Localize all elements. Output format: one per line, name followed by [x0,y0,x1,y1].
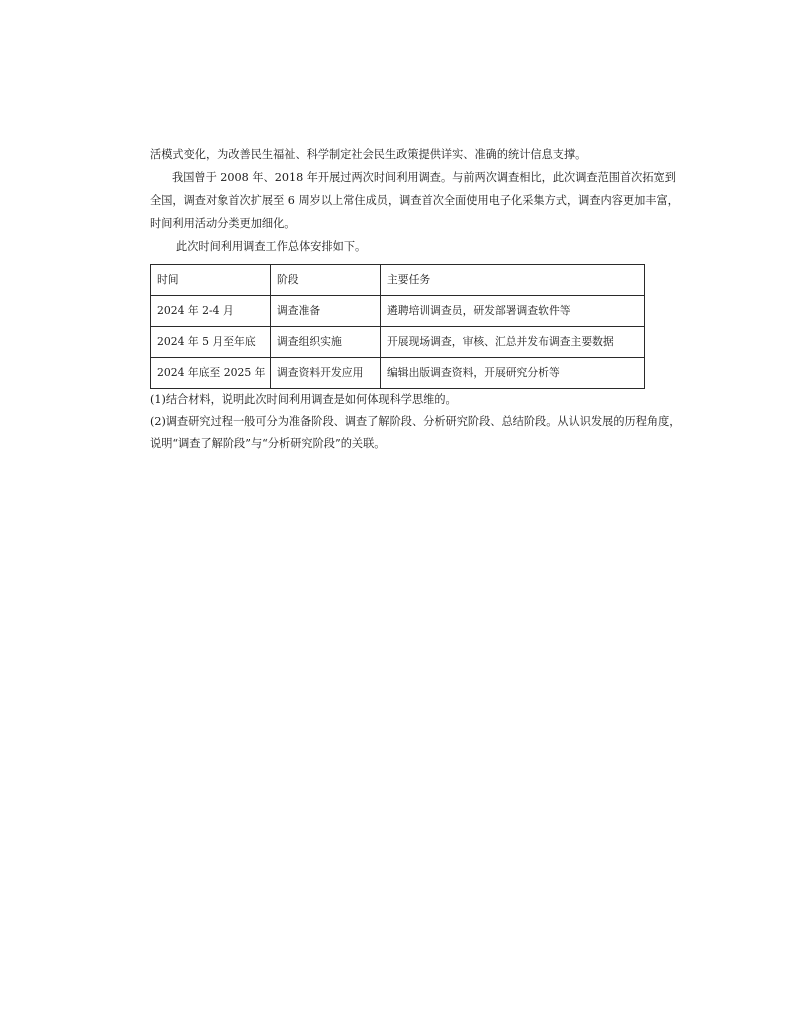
document-page [150,143,716,455]
table-row [151,327,645,358]
paragraph-line-4: 时间利用活动分类更加细化。 [150,217,296,230]
cell-time: 2024 年底至 2025 年 [151,358,271,389]
cell-stage: 调查组织实施 [271,327,381,358]
header-time: 时间 [151,265,271,296]
question-1: (1)结合材料，说明此次时间利用调查是如何体现科学思维的。 [150,393,457,406]
schedule-table [150,264,645,389]
cell-time: 2024 年 2-4 月 [151,296,271,327]
cell-stage: 调查资料开发应用 [271,358,381,389]
paragraph-line-2: 我国曾于 2008 年、2018 年开展过两次时间利用调查。与前两次调查相比，此次调查范围首次拓宽到 [172,171,676,184]
cell-tasks: 编辑出版调查资料，开展研究分析等 [381,358,645,389]
cell-stage: 调查准备 [271,296,381,327]
table-header-row [151,265,645,296]
question-2-line-2: 说明“调查了解阶段”与“分析研究阶段”的关联。 [150,437,386,450]
table-row [151,358,645,389]
header-tasks: 主要任务 [381,265,645,296]
header-stage: 阶段 [271,265,381,296]
question-2-line-1: (2)调查研究过程一般可分为准备阶段、调查了解阶段、分析研究阶段、总结阶段。从认识发展的历程角度， [150,415,681,428]
table-intro: 此次时间利用调查工作总体安排如下。 [176,240,367,253]
cell-time: 2024 年 5 月至年底 [151,327,271,358]
cell-tasks: 遴聘培训调查员，研发部署调查软件等 [381,296,645,327]
paragraph-line-1: 活模式变化，为改善民生福祉、科学制定社会民生政策提供详实、准确的统计信息支撑。 [150,148,587,161]
table-row [151,296,645,327]
cell-tasks: 开展现场调查，审核、汇总并发布调查主要数据 [381,327,645,358]
paragraph-line-3: 全国，调查对象首次扩展至 6 周岁以上常住成员，调查首次全面使用电子化采集方式，调查内容更加丰富， [150,194,679,207]
